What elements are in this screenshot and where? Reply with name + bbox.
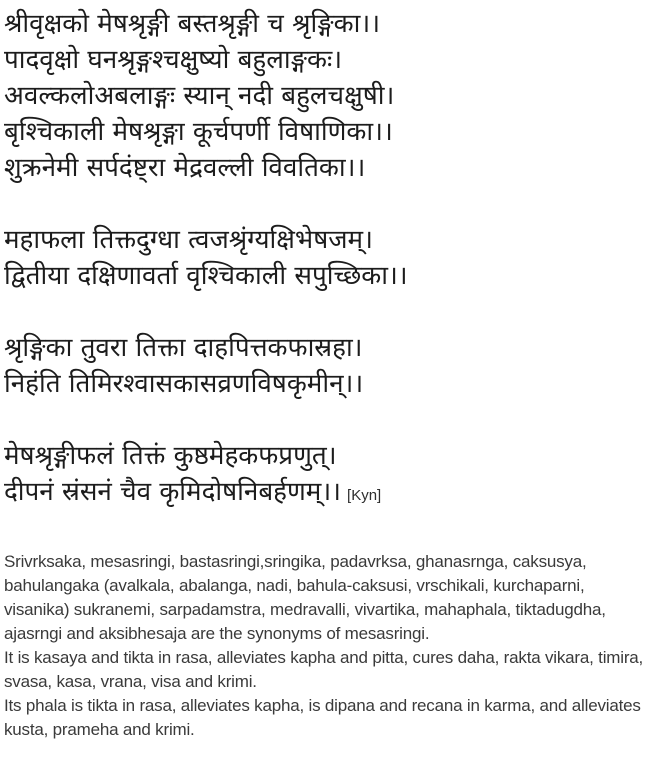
verse-line: अवल्कलोअबलाङ्गः स्यान् नदी बहुलचक्षुषी। [4,81,395,111]
verse-line [4,474,644,514]
verse-line-text: दीपनं स्रंसनं चैव कृमिदोषनिबर्हणम्।। [4,477,342,507]
verse-line: निहंति तिमिरश्वासकासव्रणविषकृमीन्।। [4,369,364,399]
sanskrit-verse-4 [4,438,644,514]
verse-line: पादवृक्षो घनश्रृङ्गश्चक्षुष्यो बहुलाङ्गकः। [4,45,343,75]
sanskrit-verse-2 [4,222,644,294]
sanskrit-verse-3 [4,330,644,402]
verse-line: श्रृङ्गिका तुवरा तिक्ता दाहपित्तकफास्रहा। [4,333,363,363]
verse-line: महाफला तिक्तदुग्धा त्वजश्रृंग्यक्षिभेषजम्। [4,225,373,255]
source-citation: [Kyn] [347,487,382,504]
verse-line: द्वितीया दक्षिणावर्ता वृश्चिकाली सपुच्छिका।। [4,261,408,291]
english-translation [4,550,644,742]
translation-paragraph-properties: It is kasaya and tikta in rasa, alleviates kapha and pitta, cures daha, rakta vikara, timira, svasa, kasa, vrana, visa and krimi. [4,648,644,691]
verse-line: श्रीवृक्षको मेषश्रृङ्गी बस्तश्रृङ्गी च श्रृङ्गिका।। [4,9,381,39]
translation-paragraph-phala: Its phala is tikta in rasa, alleviates kapha, is dipana and recana in karma, and alleviates kusta, prameha and krimi. [4,696,641,739]
sanskrit-verse-1 [4,6,644,186]
verse-line: बृश्चिकाली मेषश्रृङ्गा कूर्चपर्णी विषाणिका।। [4,117,393,147]
verse-line: मेषश्रृङ्गीफलं तिक्तं कुष्ठमेहकफप्रणुत्। [4,441,337,471]
translation-paragraph-synonyms: Srivrksaka, mesasringi, bastasringi,sringika, padavrksa, ghanasrnga, caksusya, bahulangaka (avalkala, abalanga, nadi, bahula-caksusi, vrschikali, kurchaparni, visanika) sukranemi, sarpadamstra, medravalli, vivartika, mahaphala, tiktadugdha, ajasrngi and aksibhesaja are the synonyms of mesasringi. [4,552,606,643]
verse-line: शुक्रनेमी सर्पदंष्ट्रा मेद्रवल्ली विवतिका।। [4,153,366,183]
